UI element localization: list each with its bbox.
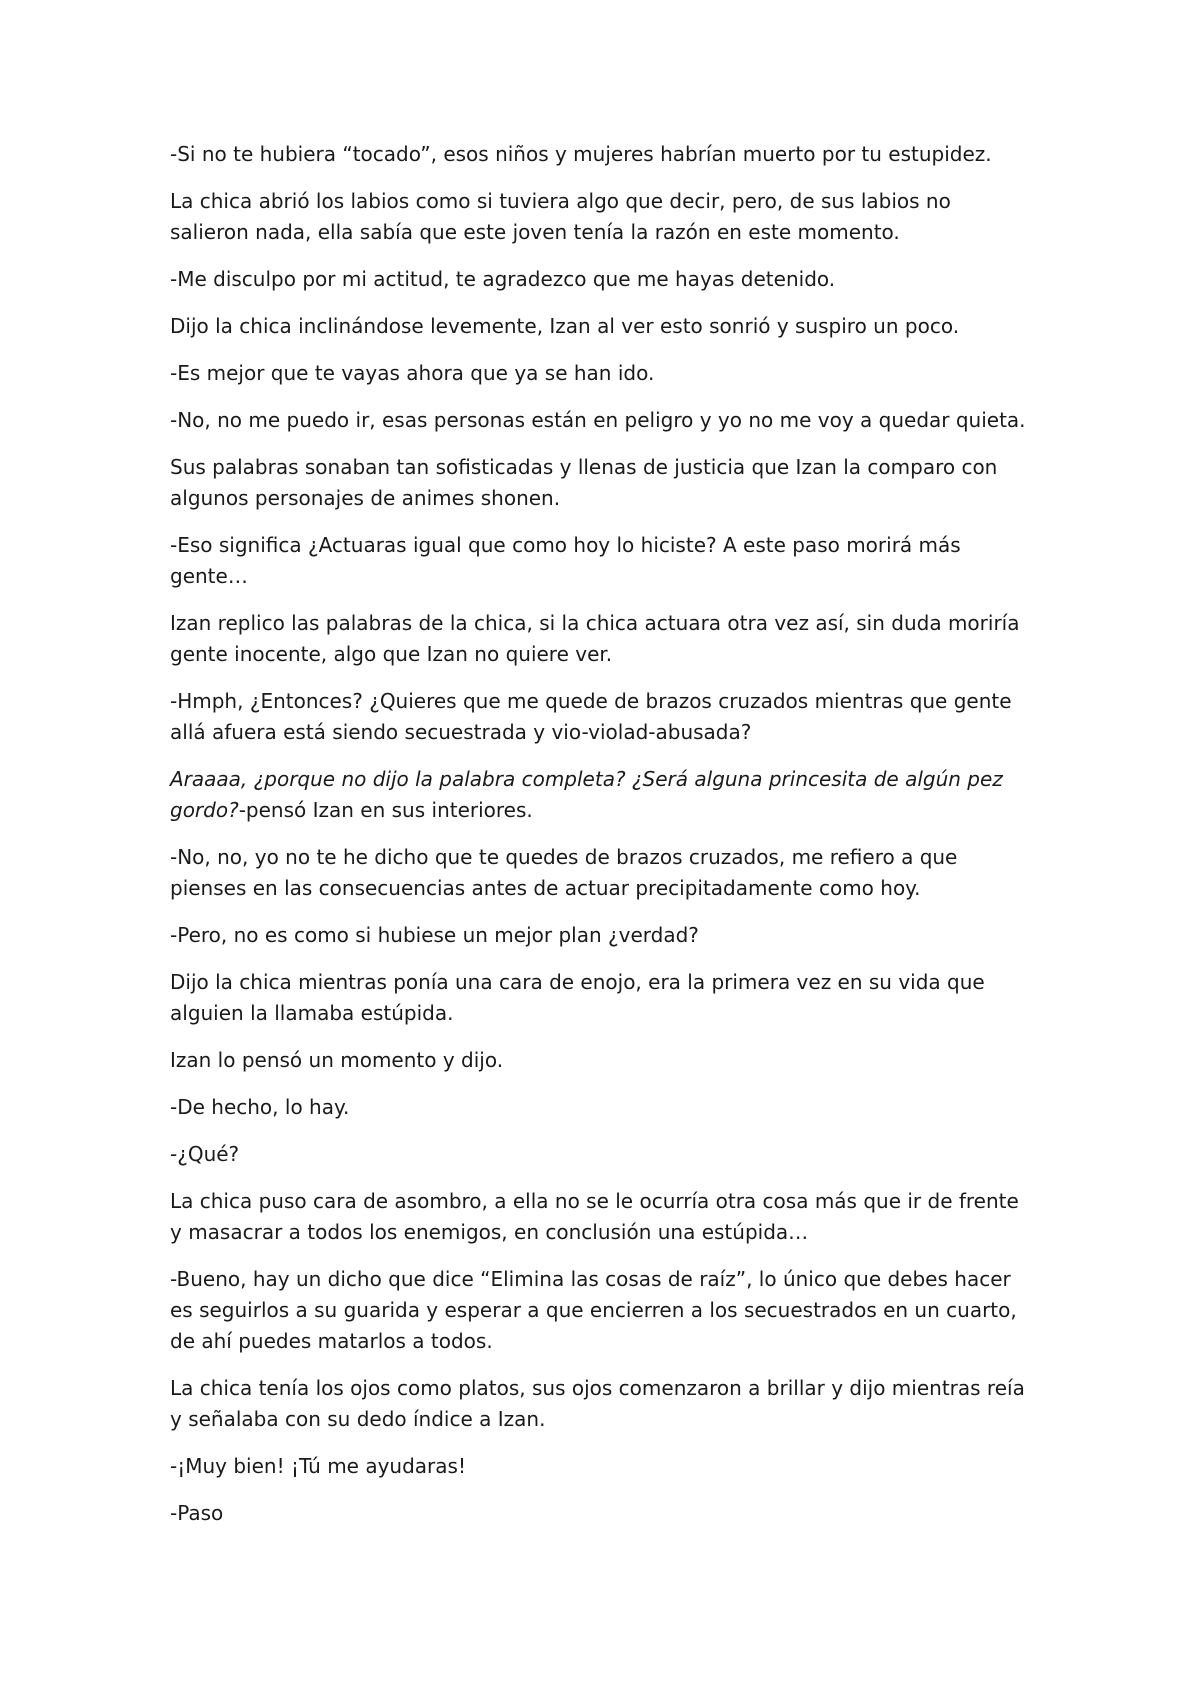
paragraph-13 xyxy=(170,920,1030,951)
paragraph-6 xyxy=(170,405,1030,436)
document-body xyxy=(170,139,1030,1545)
paragraph-text: -Bueno, hay un dicho que dice “Elimina las cosas de raíz”, lo único que debes hacer es seguirlos a su guarida y esperar a que encierren a los secuestrados en un cuarto, de ahí puedes matarlos a todos. xyxy=(170,1267,1017,1353)
paragraph-text: -Si no te hubiera “tocado”, esos niños y mujeres habrían muerto por tu estupidez. xyxy=(170,142,992,166)
paragraph-text: -Es mejor que te vayas ahora que ya se han ido. xyxy=(170,361,655,385)
paragraph-21 xyxy=(170,1451,1030,1482)
paragraph-italic-thought: Araaaa, ¿porque no dijo la palabra completa? ¿Será alguna princesita de algún pez gordo? xyxy=(170,767,1003,822)
paragraph-text: La chica puso cara de asombro, a ella no se le ocurría otra cosa más que ir de frente y masacrar a todos los enemigos, en conclusión una estúpida… xyxy=(170,1189,1019,1244)
paragraph-text: -pensó Izan en sus interiores. xyxy=(238,798,533,822)
paragraph-text: -No, no me puedo ir, esas personas están en peligro y yo no me voy a quedar quieta. xyxy=(170,408,1026,432)
paragraph-4 xyxy=(170,311,1030,342)
paragraph-10 xyxy=(170,686,1030,748)
paragraph-22 xyxy=(170,1498,1030,1529)
paragraph-5 xyxy=(170,358,1030,389)
paragraph-text: La chica tenía los ojos como platos, sus ojos comenzaron a brillar y dijo mientras reía y señalaba con su dedo índice a Izan. xyxy=(170,1376,1025,1431)
paragraph-text: -Pero, no es como si hubiese un mejor plan ¿verdad? xyxy=(170,923,699,947)
paragraph-text: -Paso xyxy=(170,1501,224,1525)
paragraph-text: -Hmph, ¿Entonces? ¿Quieres que me quede de brazos cruzados mientras que gente allá afuera está siendo secuestrada y vio-violad-abusada? xyxy=(170,689,1012,744)
paragraph-9 xyxy=(170,608,1030,670)
paragraph-1 xyxy=(170,139,1030,170)
paragraph-text: -¡Muy bien! ¡Tú me ayudaras! xyxy=(170,1454,466,1478)
paragraph-17 xyxy=(170,1139,1030,1170)
paragraph-15 xyxy=(170,1045,1030,1076)
paragraph-20 xyxy=(170,1373,1030,1435)
paragraph-text: -De hecho, lo hay. xyxy=(170,1095,350,1119)
paragraph-text: Izan lo pensó un momento y dijo. xyxy=(170,1048,504,1072)
paragraph-7 xyxy=(170,452,1030,514)
paragraph-11 xyxy=(170,764,1030,826)
paragraph-text: -Eso significa ¿Actuaras igual que como hoy lo hiciste? A este paso morirá más gente… xyxy=(170,533,961,588)
paragraph-text: La chica abrió los labios como si tuviera algo que decir, pero, de sus labios no salieron nada, ella sabía que este joven tenía la razón en este momento. xyxy=(170,189,951,244)
paragraph-text: Dijo la chica mientras ponía una cara de enojo, era la primera vez en su vida que alguien la llamaba estúpida. xyxy=(170,970,985,1025)
paragraph-16 xyxy=(170,1092,1030,1123)
paragraph-text: -¿Qué? xyxy=(170,1142,240,1166)
paragraph-2 xyxy=(170,186,1030,248)
paragraph-text: Dijo la chica inclinándose levemente, Izan al ver esto sonrió y suspiro un poco. xyxy=(170,314,960,338)
paragraph-3 xyxy=(170,264,1030,295)
paragraph-18 xyxy=(170,1186,1030,1248)
paragraph-8 xyxy=(170,530,1030,592)
paragraph-text: Sus palabras sonaban tan sofisticadas y llenas de justicia que Izan la comparo con algunos personajes de animes shonen. xyxy=(170,455,998,510)
paragraph-text: -Me disculpo por mi actitud, te agradezco que me hayas detenido. xyxy=(170,267,836,291)
paragraph-14 xyxy=(170,967,1030,1029)
paragraph-text: -No, no, yo no te he dicho que te quedes de brazos cruzados, me refiero a que pienses en las consecuencias antes de actuar precipitadamente como hoy. xyxy=(170,845,958,900)
paragraph-text: Izan replico las palabras de la chica, si la chica actuara otra vez así, sin duda moriría gente inocente, algo que Izan no quiere ver. xyxy=(170,611,1020,666)
paragraph-12 xyxy=(170,842,1030,904)
paragraph-19 xyxy=(170,1264,1030,1357)
